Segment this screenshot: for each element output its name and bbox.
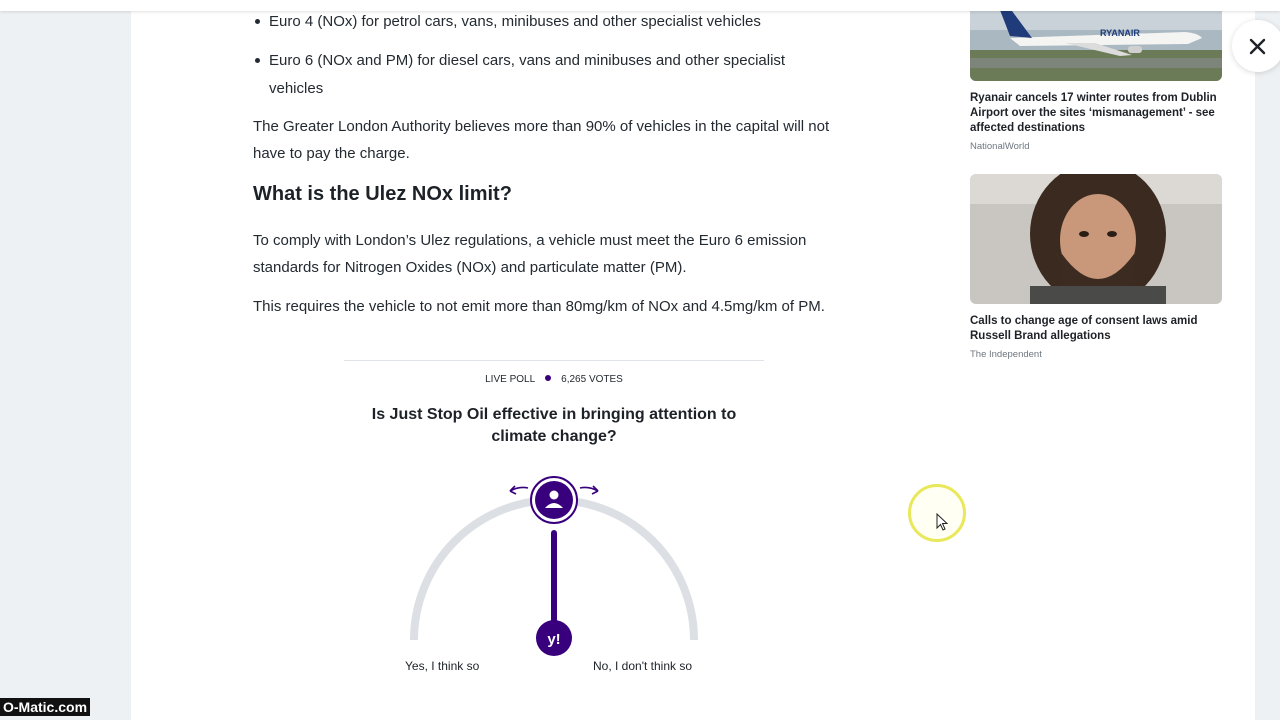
drag-right-arrow-icon [580, 486, 598, 494]
poll-gauge[interactable] [344, 470, 764, 660]
plane-livery-text: RYANAIR [1100, 28, 1140, 38]
list-item: Euro 6 (NOx and PM) for diesel cars, vans and minibuses and other specialist vehicles [253, 47, 843, 103]
sidebar-story-brand[interactable] [970, 174, 1222, 360]
mouse-cursor-icon [936, 513, 950, 533]
separator-dot [545, 375, 551, 381]
live-poll [344, 360, 764, 690]
poll-question: Is Just Stop Oil effective in bringing attention to climate change? [371, 406, 737, 445]
section-heading: What is the Ulez NOx limit? [253, 183, 512, 205]
close-icon [1232, 20, 1280, 72]
divider [344, 360, 764, 361]
drag-left-arrow-icon [510, 486, 528, 494]
story-source: The Independent [970, 349, 1042, 360]
paragraph-gla: The Greater London Authority believes more than 90% of vehicles in the capital will not have to pay the charge. [253, 118, 830, 162]
gauge-needle [551, 530, 557, 626]
emission-standards-list [253, 8, 843, 103]
badge-text: y! [547, 631, 561, 648]
option-no[interactable]: No, I don't think so [593, 659, 693, 673]
top-header-bar [0, 0, 1280, 11]
option-yes[interactable]: Yes, I think so [405, 659, 480, 673]
story-source: NationalWorld [970, 141, 1030, 152]
watermark: O-Matic.com [0, 698, 90, 716]
portrait-image[interactable] [970, 174, 1222, 304]
close-button[interactable] [1232, 20, 1280, 72]
poll-meta [344, 374, 764, 385]
story-title[interactable]: Calls to change age of consent laws amid Russell Brand allegations [970, 315, 1198, 342]
ryanair-plane-image[interactable] [970, 0, 1222, 81]
list-item: Euro 4 (NOx) for petrol cars, vans, minibuses and other specialist vehicles [253, 8, 843, 36]
sidebar-story-ryanair[interactable] [970, 0, 1222, 152]
slider-handle[interactable] [531, 477, 577, 523]
yahoo-badge-icon [536, 620, 572, 656]
story-title[interactable]: Ryanair cancels 17 winter routes from Dublin Airport over the sites ‘mismanagement’ - see affected destinations [970, 92, 1217, 134]
paragraph-comply: To comply with London’s Ulez regulations, a vehicle must meet the Euro 6 emission standards for Nitrogen Oxides (NOx) and particulate matter (PM). [253, 232, 807, 276]
paragraph-limits: This requires the vehicle to not emit more than 80mg/km of NOx and 4.5mg/km of PM. [253, 298, 825, 315]
live-poll-label: LIVE POLL [485, 374, 536, 385]
vote-count: 6,265 VOTES [561, 374, 623, 385]
